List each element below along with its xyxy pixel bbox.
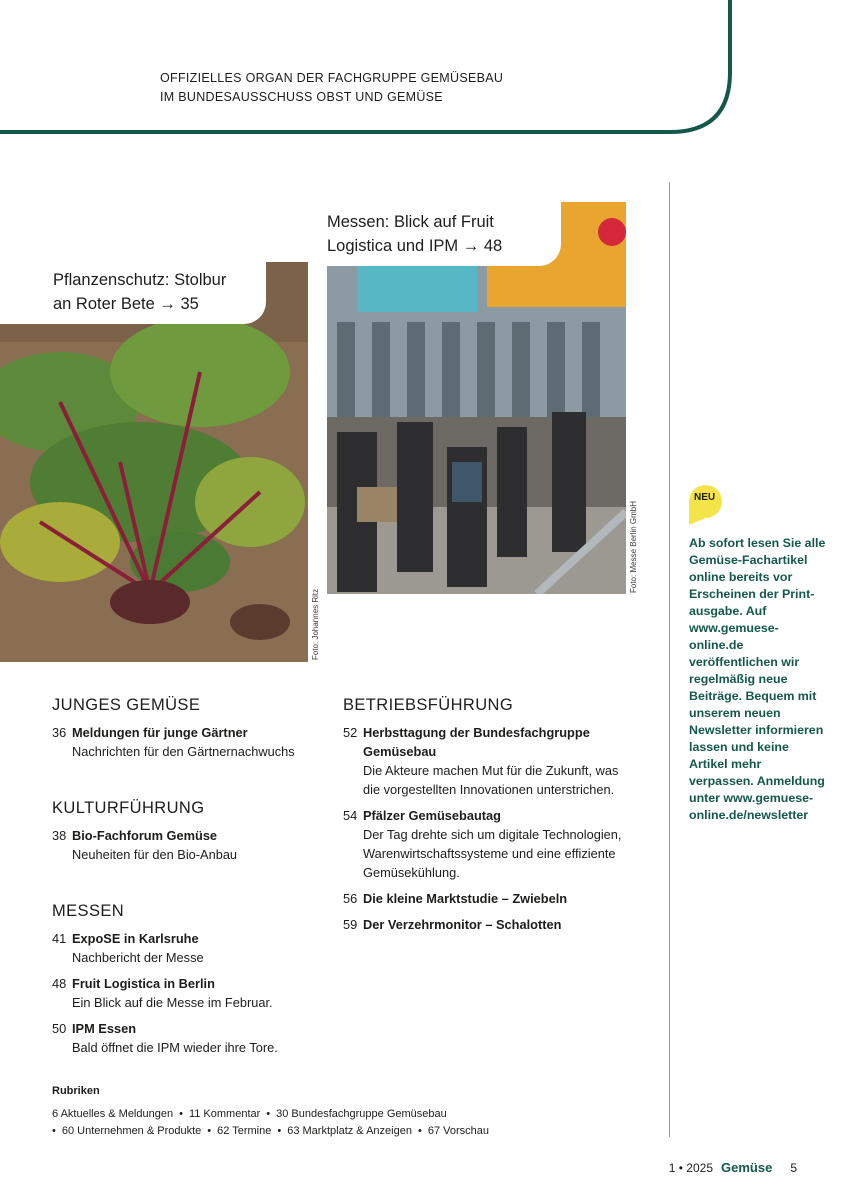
photo-credit-fair: Foto: Messe Berlin GmbH — [629, 500, 638, 593]
entry-desc: Neuheiten für den Bio-Anbau — [72, 847, 238, 862]
rubrik-item[interactable]: 67 Vorschau — [427, 1125, 489, 1137]
entry-desc: Die Akteure machen Mut für die Zukunft, was die vorgestellten Innovationen unterstrichen. — [363, 763, 619, 797]
rubriken — [52, 1085, 652, 1140]
entry-title: Bio-Fachforum Gemüse — [72, 828, 218, 843]
feature-beet-line-1: Pflanzenschutz: Stolbur — [53, 271, 227, 289]
column-divider — [669, 182, 670, 1137]
entry-title: Die kleine Marktstudie – Zwiebeln — [363, 891, 568, 906]
section-title: BETRIEBSFÜHRUNG — [343, 696, 514, 714]
page-number: 52 — [343, 725, 358, 740]
page-number: 50 — [52, 1021, 67, 1036]
entry-desc: Nachrichten für den Gärtnernachwuchs — [72, 744, 295, 759]
page-number: 36 — [52, 725, 67, 740]
rubrik-item[interactable]: 63 Marktplatz & Anzeigen — [287, 1125, 412, 1137]
rubriken-line-2: • 60 Unternehmen & Produkte • 62 Termine • 63 Marktplatz & Anzeigen • 67 Vorschau — [52, 1125, 489, 1137]
brand-logo: Gemüse — [721, 1160, 773, 1175]
toc-section-junges — [52, 696, 322, 768]
rubrik-item[interactable]: 6 Aktuelles & Meldungen — [52, 1108, 174, 1120]
toc-entry[interactable] — [343, 915, 633, 934]
rubrik-item[interactable]: 30 Bundesfachgruppe Gemüsebau — [276, 1108, 447, 1120]
feature-beet-line-2: an Roter Bete → 35 — [53, 295, 199, 313]
page-number: 48 — [52, 976, 67, 991]
publication-statement — [160, 69, 503, 107]
entry-title: Fruit Logistica in Berlin — [72, 976, 215, 991]
rubrik-item[interactable]: 11 Kommentar — [188, 1108, 261, 1120]
entry-desc: Der Tag drehte sich um digitale Technologien, Warenwirtschaftssysteme und eine effiziente Gemüsekühlung. — [363, 827, 622, 880]
section-title: JUNGES GEMÜSE — [52, 696, 201, 714]
toc-entry[interactable] — [343, 889, 633, 908]
issue-number: 1 • 2025 — [668, 1161, 713, 1175]
page-number: 41 — [52, 931, 67, 946]
page-number-footer: 5 — [790, 1161, 797, 1175]
entry-title: Der Verzehrmonitor – Schalotten — [363, 917, 562, 932]
header-line-2: IM BUNDESAUSSCHUSS OBST UND GEMÜSE — [160, 90, 443, 104]
page-number: 56 — [343, 891, 358, 906]
sidebar-notice — [689, 485, 829, 824]
sidebar-text: Ab sofort lesen Sie alle Gemüse-Fachartikel online bereits vor Erscheinen der Print-ausgabe. Auf www.gemuese-online.de veröffentlichen wir regelmäßig neue Beiträge. Bequem mit unserem neuen Newsletter informieren lassen und keine Artikel mehr verpassen. Anmeldung unter www.gemuese-online.de/newsletter — [689, 536, 826, 822]
toc-entry[interactable] — [52, 723, 322, 761]
rubriken-title: Rubriken — [52, 1085, 100, 1097]
toc-section-betrieb — [343, 696, 633, 941]
toc-entry[interactable] — [52, 974, 322, 1012]
entry-title: Meldungen für junge Gärtner — [72, 725, 248, 740]
entry-title: Herbsttagung der Bundesfachgruppe Gemüsebau — [363, 725, 590, 759]
toc-entry[interactable] — [52, 826, 322, 864]
toc-section-messen — [52, 902, 322, 1064]
entry-desc: Bald öffnet die IPM wieder ihre Tore. — [72, 1040, 278, 1055]
rubriken-line-1: 6 Aktuelles & Meldungen • 11 Kommentar • 30 Bundesfachgruppe Gemüsebau — [52, 1108, 447, 1120]
page-number: 38 — [52, 828, 67, 843]
entry-title: IPM Essen — [72, 1021, 137, 1036]
toc-section-kultur — [52, 799, 322, 871]
feature-fair-line-1: Messen: Blick auf Fruit — [327, 213, 494, 231]
rubrik-item[interactable]: 62 Termine — [217, 1125, 272, 1137]
entry-title: Pfälzer Gemüsebautag — [363, 808, 501, 823]
feature-fair-line-2: Logistica und IPM → 48 — [327, 237, 503, 255]
toc-entry[interactable] — [52, 1019, 322, 1057]
header-line-1: OFFIZIELLES ORGAN DER FACHGRUPPE GEMÜSEBAU — [160, 71, 504, 85]
toc-entry[interactable] — [52, 929, 322, 967]
toc-entry[interactable] — [343, 723, 633, 799]
rubrik-item[interactable]: 60 Unternehmen & Produkte — [61, 1125, 202, 1137]
photo-credit-beet: Foto: Johannes Ritz — [311, 588, 320, 660]
entry-desc: Ein Blick auf die Messe im Februar. — [72, 995, 273, 1010]
entry-desc: Nachbericht der Messe — [72, 950, 204, 965]
entry-title: ExpoSE in Karlsruhe — [72, 931, 199, 946]
neu-badge — [689, 485, 722, 525]
feature-callout-beet[interactable] — [0, 258, 266, 324]
neu-label: NEU — [694, 492, 716, 503]
page-number: 59 — [343, 917, 358, 932]
toc-entry[interactable] — [343, 806, 633, 882]
section-title: KULTURFÜHRUNG — [52, 799, 205, 817]
page-footer — [669, 1160, 797, 1175]
section-title: MESSEN — [52, 902, 125, 920]
page-number: 54 — [343, 808, 358, 823]
feature-callout-fair[interactable] — [313, 200, 561, 266]
